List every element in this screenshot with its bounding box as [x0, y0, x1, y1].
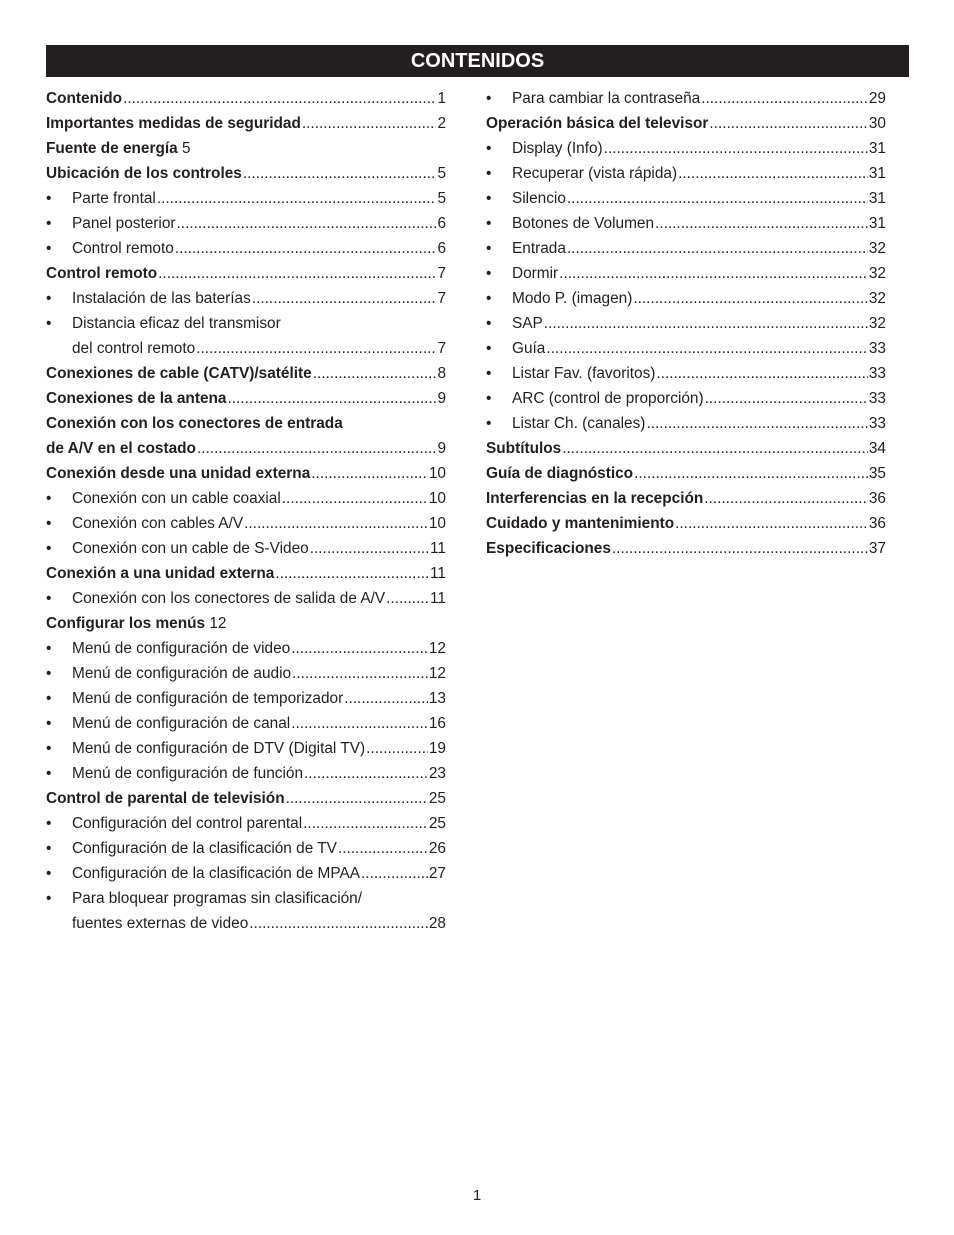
toc-entry [486, 361, 886, 386]
dot-leader [286, 786, 428, 811]
page-title: CONTENIDOS [46, 45, 909, 77]
bullet-icon: • [486, 190, 492, 207]
bullet-icon: • [46, 665, 52, 682]
dot-leader [604, 136, 868, 161]
toc-entry [46, 486, 446, 511]
bullet-icon: • [486, 340, 492, 357]
bullet-icon: • [46, 290, 52, 307]
toc-entry-title: Conexión a una unidad externa [46, 565, 275, 582]
bullet-icon: • [486, 140, 492, 157]
toc-entry-title: Subtítulos [486, 440, 562, 457]
toc-entry [46, 861, 446, 886]
toc-entry-title: Menú de configuración de DTV (Digital TV) [72, 740, 366, 757]
toc-entry-title: Operación básica del televisor [486, 115, 709, 132]
toc-entry-page: 32 [868, 240, 886, 257]
bullet-icon: • [46, 590, 52, 607]
dot-leader [675, 511, 868, 536]
toc-entry-title: Importantes medidas de seguridad [46, 115, 301, 132]
toc-entry-title: Interferencias en la recepción [486, 490, 704, 507]
toc-entry-page: 9 [437, 390, 446, 407]
toc-entry [46, 661, 446, 686]
toc-entry-title: Conexión con un cable de S-Video [72, 540, 309, 557]
toc-entry-title: Panel posterior [72, 215, 176, 232]
toc-entry-page: 9 [437, 440, 446, 457]
bullet-icon: • [486, 215, 492, 232]
bullet-icon: • [46, 640, 52, 657]
toc-entry-title: Contenido [46, 90, 123, 107]
toc-entry-page: 31 [868, 140, 886, 157]
toc-entry [486, 86, 886, 111]
dot-leader [338, 836, 428, 861]
toc-entry-title: Conexión con un cable coaxial [72, 490, 281, 507]
dot-leader [344, 686, 428, 711]
toc-entry [46, 236, 446, 261]
toc-entry-title: Menú de configuración de función [72, 765, 304, 782]
dot-leader [123, 86, 436, 111]
bullet-icon: • [486, 290, 492, 307]
dot-leader [292, 661, 428, 686]
dot-leader [252, 286, 437, 311]
toc-entry-title: Conexiones de cable (CATV)/satélite [46, 365, 312, 382]
toc-entry-title: Dormir [512, 265, 559, 282]
toc-entry-page: 1 [437, 90, 446, 107]
dot-leader [249, 911, 428, 936]
toc-entry-title: SAP [512, 315, 543, 332]
dot-leader [546, 336, 868, 361]
toc-entry-page: 34 [868, 440, 886, 457]
toc-entry [46, 136, 446, 161]
toc-entry [486, 411, 886, 436]
toc-column-left [46, 86, 446, 936]
bullet-icon: • [486, 240, 492, 257]
toc-entry [46, 511, 446, 536]
toc-entry-title: ARC (control de proporción) [512, 390, 704, 407]
toc-entry-title: Configurar los menús [46, 615, 206, 632]
dot-leader [275, 561, 429, 586]
page-number: 1 [472, 1187, 482, 1204]
dot-leader [656, 361, 867, 386]
dot-leader [303, 811, 428, 836]
toc-entry-page: 6 [437, 215, 446, 232]
bullet-icon: • [46, 690, 52, 707]
toc-entry-page: 7 [437, 290, 446, 307]
toc-entry-page: 12 [209, 615, 227, 632]
dot-leader [646, 411, 867, 436]
toc-entry [46, 211, 446, 236]
dot-leader [704, 486, 868, 511]
toc-entry-page: 11 [430, 590, 446, 607]
bullet-icon: • [46, 765, 52, 782]
toc-entry-title: Conexión con los conectores de entrada [46, 415, 343, 432]
dot-leader [386, 586, 429, 611]
dot-leader [313, 361, 437, 386]
toc-entry [46, 461, 446, 486]
toc-entry-title: Display (Info) [512, 140, 603, 157]
toc-entry-title: Fuente de energía [46, 140, 178, 157]
toc-entry-title: Conexión con cables A/V [72, 515, 244, 532]
toc-entry-title: Configuración de la clasificación de TV [72, 840, 337, 857]
toc-entry [46, 336, 446, 361]
toc-entry-page: 37 [868, 540, 886, 557]
toc-entry-page: 12 [428, 640, 446, 657]
bullet-icon: • [486, 265, 492, 282]
bullet-icon: • [486, 165, 492, 182]
dot-leader [291, 636, 428, 661]
toc-entry-page: 31 [868, 215, 886, 232]
toc-entry [486, 236, 886, 261]
toc-entry-title: Conexión con los conectores de salida de A/V [72, 590, 386, 607]
dot-leader [633, 286, 868, 311]
toc-entry-title: Conexión desde una unidad externa [46, 465, 311, 482]
toc-entry-page: 31 [868, 165, 886, 182]
toc-entry [486, 311, 886, 336]
bullet-icon: • [46, 240, 52, 257]
toc-entry-title: Parte frontal [72, 190, 156, 207]
bullet-icon: • [46, 490, 52, 507]
toc-entry [46, 436, 446, 461]
toc-entry-title: Guía de diagnóstico [486, 465, 634, 482]
toc-entry-title: Menú de configuración de video [72, 640, 291, 657]
toc-entry-page: 10 [428, 515, 446, 532]
dot-leader [709, 111, 867, 136]
toc-entry-page: 8 [437, 365, 446, 382]
dot-leader [197, 436, 436, 461]
toc-entry-page: 32 [868, 265, 886, 282]
toc-entry [46, 761, 446, 786]
toc-entry [46, 261, 446, 286]
toc-entry-page: 19 [428, 740, 446, 757]
dot-leader [634, 461, 868, 486]
bullet-icon: • [46, 315, 52, 332]
dot-leader [158, 261, 436, 286]
bullet-icon: • [46, 740, 52, 757]
toc-entry-title: Listar Ch. (canales) [512, 415, 646, 432]
dot-leader [282, 486, 428, 511]
toc-entry-title: Menú de configuración de temporizador [72, 690, 344, 707]
dot-leader [304, 761, 428, 786]
toc-entry [46, 111, 446, 136]
bullet-icon: • [46, 890, 52, 907]
dot-leader [175, 236, 437, 261]
toc-entry [46, 361, 446, 386]
toc-entry [486, 461, 886, 486]
toc-entry [46, 911, 446, 936]
toc-entry [46, 836, 446, 861]
bullet-icon: • [486, 315, 492, 332]
toc-entry-page: 33 [868, 365, 886, 382]
toc-entry [486, 286, 886, 311]
toc-entry [486, 486, 886, 511]
dot-leader [559, 261, 868, 286]
dot-leader [310, 536, 429, 561]
toc-entry-page: 11 [430, 565, 446, 582]
toc-entry [46, 686, 446, 711]
dot-leader [291, 711, 428, 736]
toc-entry [46, 611, 446, 636]
toc-entry [486, 161, 886, 186]
toc-entry-page: 10 [428, 465, 446, 482]
toc-entry [46, 711, 446, 736]
bullet-icon: • [486, 365, 492, 382]
dot-leader [562, 436, 868, 461]
dot-leader [612, 536, 868, 561]
toc-entry [46, 286, 446, 311]
toc-entry-page: 6 [437, 240, 446, 257]
toc-entry-page: 7 [437, 265, 446, 282]
dot-leader [227, 386, 436, 411]
toc-entry-page: 25 [428, 790, 446, 807]
dot-leader [544, 311, 868, 336]
toc-entry-page: 32 [868, 290, 886, 307]
toc-entry-page: 26 [428, 840, 446, 857]
toc-entry-title: Listar Fav. (favoritos) [512, 365, 656, 382]
toc-entry [46, 561, 446, 586]
toc-entry-page: 12 [428, 665, 446, 682]
bullet-icon: • [46, 540, 52, 557]
toc-entry-title: Para cambiar la contraseña [512, 90, 701, 107]
toc-entry-title: Menú de configuración de canal [72, 715, 291, 732]
bullet-icon: • [46, 840, 52, 857]
toc-entry-page: 33 [868, 415, 886, 432]
dot-leader [678, 161, 868, 186]
toc-entry [486, 261, 886, 286]
toc-entry-title: Para bloquear programas sin clasificación/ [72, 890, 363, 907]
toc-entry-title: Ubicación de los controles [46, 165, 242, 182]
toc-entry-page: 28 [428, 915, 446, 932]
bullet-icon: • [486, 390, 492, 407]
dot-leader [567, 186, 868, 211]
toc-entry-title: Botones de Volumen [512, 215, 655, 232]
toc-entry [46, 886, 446, 911]
dot-leader [243, 161, 437, 186]
toc-entry-page: 36 [868, 515, 886, 532]
dot-leader [157, 186, 437, 211]
toc-entry-page: 35 [868, 465, 886, 482]
toc-entry [486, 436, 886, 461]
toc-column-right [486, 86, 886, 561]
toc-entry-page: 7 [437, 340, 446, 357]
toc-entry-title: Especificaciones [486, 540, 611, 557]
toc-entry-title: Instalación de las baterías [72, 290, 251, 307]
toc-entry-title: Configuración de la clasificación de MPAA [72, 865, 361, 882]
toc-entry [46, 536, 446, 561]
toc-entry [46, 636, 446, 661]
toc-entry-title: Modo P. (imagen) [512, 290, 633, 307]
toc-entry [46, 786, 446, 811]
toc-entry-title: Entrada [512, 240, 566, 257]
bullet-icon: • [46, 715, 52, 732]
toc-entry-title: Recuperar (vista rápida) [512, 165, 678, 182]
dot-leader [177, 211, 437, 236]
toc-entry [46, 811, 446, 836]
dot-leader [366, 736, 428, 761]
toc-entry-page: 36 [868, 490, 886, 507]
dot-leader [244, 511, 428, 536]
toc-entry-title: del control remoto [72, 340, 196, 357]
toc-entry-page: 13 [428, 690, 446, 707]
toc-entry-title: fuentes externas de video [72, 915, 249, 932]
toc-entry-title: Silencio [512, 190, 566, 207]
dot-leader [567, 236, 868, 261]
toc-entry-title: Configuración del control parental [72, 815, 303, 832]
bullet-icon: • [46, 215, 52, 232]
toc-entry-page: 5 [182, 140, 191, 157]
toc-entry [486, 511, 886, 536]
toc-entry [486, 386, 886, 411]
toc-entry-title: Guía [512, 340, 546, 357]
toc-entry-page: 16 [428, 715, 446, 732]
toc-entry-title: Distancia eficaz del transmisor [72, 315, 281, 332]
toc-entry [46, 186, 446, 211]
toc-entry [46, 161, 446, 186]
toc-entry-page: 32 [868, 315, 886, 332]
toc-entry-title: Control de parental de televisión [46, 790, 285, 807]
toc-entry-page: 23 [428, 765, 446, 782]
bullet-icon: • [46, 815, 52, 832]
toc-entry [486, 186, 886, 211]
toc-entry-page: 29 [868, 90, 886, 107]
toc-entry-page: 30 [868, 115, 886, 132]
toc-entry [46, 86, 446, 111]
bullet-icon: • [46, 865, 52, 882]
dot-leader [311, 461, 428, 486]
toc-entry-page: 11 [430, 540, 446, 557]
toc-entry [46, 311, 446, 336]
toc-entry-page: 25 [428, 815, 446, 832]
toc-entry-page: 33 [868, 390, 886, 407]
toc-entry-page: 2 [437, 115, 446, 132]
toc-entry-title: Control remoto [72, 240, 174, 257]
toc-entry [46, 386, 446, 411]
toc-entry [486, 136, 886, 161]
dot-leader [705, 386, 868, 411]
toc-entry-title: Menú de configuración de audio [72, 665, 292, 682]
toc-entry-page: 27 [428, 865, 446, 882]
toc-entry-page: 31 [868, 190, 886, 207]
dot-leader [361, 861, 428, 886]
toc-entry [486, 211, 886, 236]
toc-entry-page: 5 [437, 165, 446, 182]
toc-entry-page: 10 [428, 490, 446, 507]
toc-entry-title: de A/V en el costado [46, 440, 196, 457]
toc-entry-page: 33 [868, 340, 886, 357]
bullet-icon: • [46, 190, 52, 207]
toc-entry [46, 586, 446, 611]
bullet-icon: • [486, 415, 492, 432]
toc-entry [486, 111, 886, 136]
dot-leader [701, 86, 868, 111]
toc-entry [486, 336, 886, 361]
toc-entry-title: Control remoto [46, 265, 158, 282]
toc-entry [486, 536, 886, 561]
dot-leader [196, 336, 436, 361]
toc-entry-title: Cuidado y mantenimiento [486, 515, 675, 532]
toc-entry-page: 5 [437, 190, 446, 207]
toc-entry-title: Conexiones de la antena [46, 390, 227, 407]
bullet-icon: • [486, 90, 492, 107]
toc-entry [46, 411, 446, 436]
bullet-icon: • [46, 515, 52, 532]
toc-entry [46, 736, 446, 761]
dot-leader [655, 211, 868, 236]
dot-leader [302, 111, 437, 136]
